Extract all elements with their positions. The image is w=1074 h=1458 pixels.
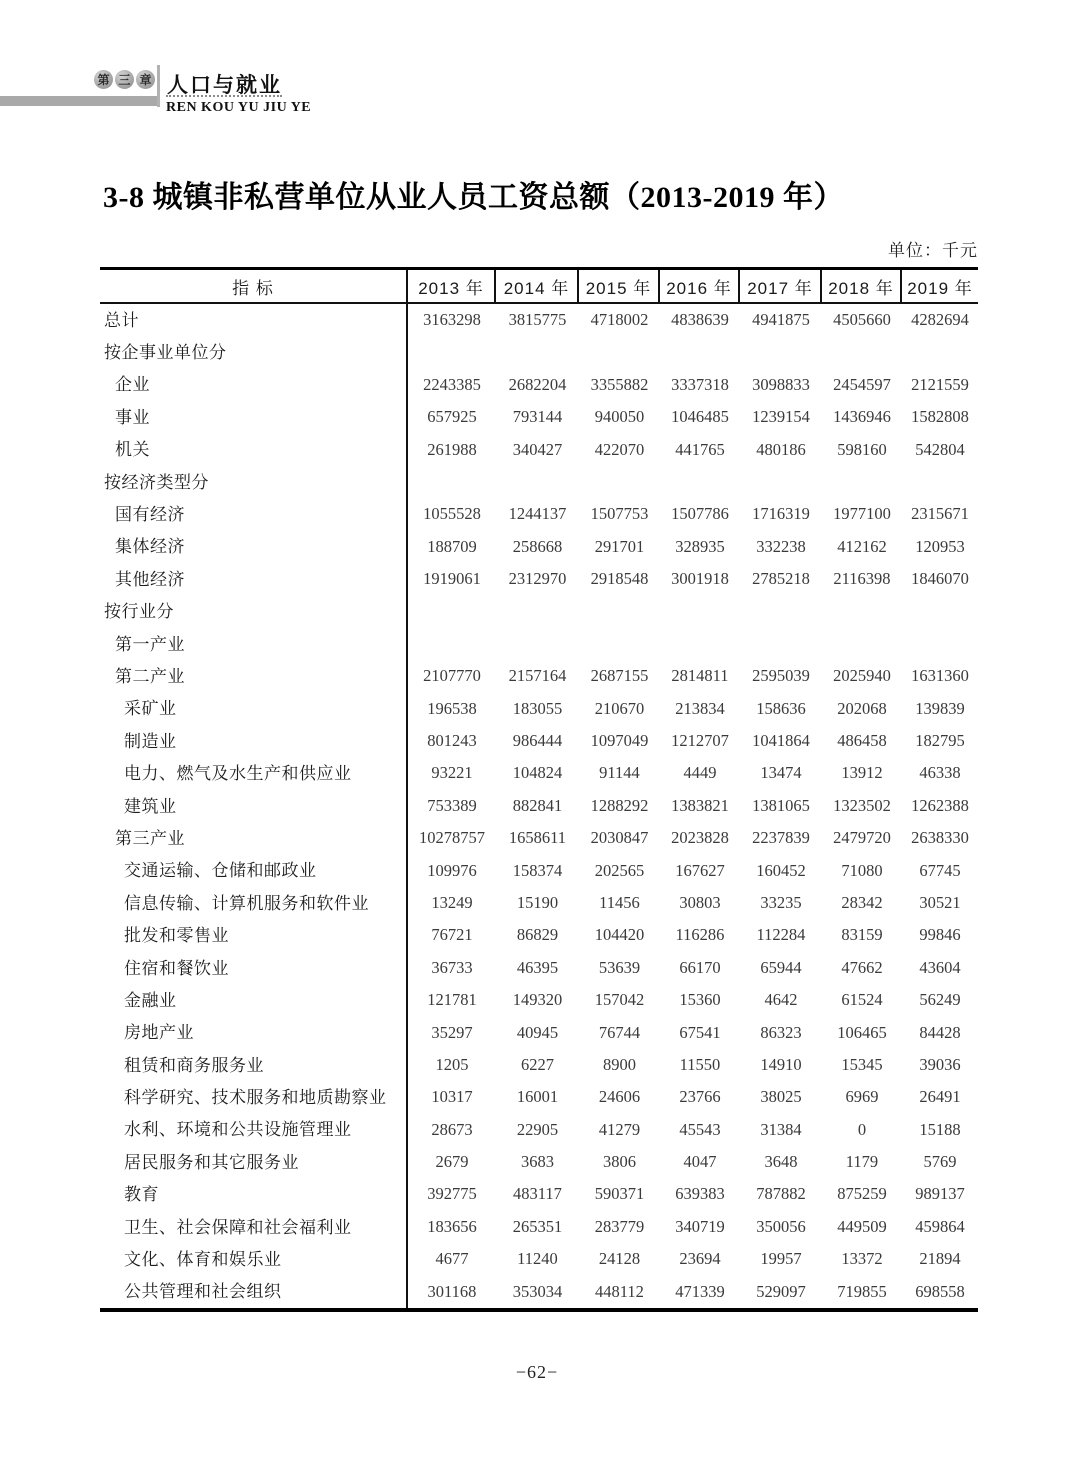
cell-value: 196538 [427,698,477,718]
cell-value: 2237839 [752,828,810,848]
cell-value: 328935 [675,536,725,556]
table-row [100,596,978,628]
cell-value: 30803 [679,892,721,912]
cell-value: 422070 [594,439,645,459]
row-label: 第一产业 [100,628,408,660]
cell-value: 719855 [837,1281,887,1301]
cell-value: 67745 [919,860,961,880]
table-row [100,1211,978,1243]
cell-value: 1323502 [833,795,891,815]
cell-value: 1055528 [423,504,481,524]
cell-value: 36733 [431,957,473,977]
cell-value: 753389 [427,795,477,815]
cell-value: 639383 [675,1184,725,1204]
row-label: 金融业 [100,984,408,1016]
table-row [100,757,978,789]
cell-value: 93221 [431,763,473,783]
cell-value: 2479720 [833,828,891,848]
chapter-badge-coin: 第 [94,70,113,89]
cell-value: 1244137 [508,504,567,524]
cell-value: 13372 [841,1249,883,1269]
cell-value: 4449 [683,763,717,783]
cell-value: 448112 [595,1281,644,1301]
cell-value: 1046485 [671,407,729,427]
chapter-pinyin: REN KOU YU JIU YE [166,100,312,115]
cell-value: 139839 [915,698,965,718]
cell-value: 104420 [594,925,645,945]
cell-value: 1239154 [752,407,810,427]
cell-value: 116286 [675,925,725,945]
cell-value: 158636 [756,698,806,718]
cell-value: 3001918 [671,569,729,589]
table-row [100,984,978,1016]
cell-value: 46395 [516,957,559,977]
page-number: −62− [515,1362,559,1382]
table-body [100,304,978,1308]
cell-value: 1846070 [911,569,969,589]
row-label: 文化、体育和娱乐业 [100,1243,408,1275]
cell-value: 449509 [837,1216,887,1236]
cell-value: 2454597 [833,374,891,394]
cell-value: 22905 [516,1119,559,1139]
cell-value: 47662 [841,957,883,977]
row-label: 科学研究、技术服务和地质勘察业 [100,1081,408,1113]
cell-value: 202565 [594,860,645,880]
cell-value: 28673 [431,1119,473,1139]
cell-value: 2023828 [671,828,729,848]
cell-value: 23766 [679,1087,721,1107]
cell-value: 350056 [756,1216,806,1236]
cell-value: 40945 [516,1022,559,1042]
cell-value: 590371 [594,1184,645,1204]
cell-value: 15345 [841,1054,883,1074]
chapter-badge-coin: 三 [115,70,134,89]
row-label: 公共管理和社会组织 [100,1276,408,1308]
table-row [100,1081,978,1113]
cell-value: 38025 [760,1087,802,1107]
cell-value: 2243385 [423,374,481,394]
cell-value: 109976 [427,860,477,880]
cell-value: 24128 [598,1249,641,1269]
cell-value: 4677 [435,1249,469,1269]
cell-value: 19957 [760,1249,802,1269]
cell-value: 353034 [512,1281,563,1301]
cell-value: 41279 [598,1119,641,1139]
table-row [100,1017,978,1049]
cell-value: 2679 [435,1152,469,1172]
row-label: 采矿业 [100,693,408,725]
table-header-row [100,270,978,304]
cell-value: 53639 [598,957,641,977]
cell-value: 1436946 [833,407,891,427]
row-label: 第三产业 [100,822,408,854]
cell-value: 283779 [594,1216,645,1236]
row-label: 房地产业 [100,1017,408,1049]
cell-value: 412162 [837,536,887,556]
cell-value: 542804 [915,439,965,459]
chapter-title-dotted-rule [166,95,282,97]
cell-value: 1097049 [590,731,649,751]
cell-value: 875259 [837,1184,887,1204]
row-label: 事业 [100,401,408,433]
cell-value: 291701 [594,536,645,556]
cell-value: 66170 [679,957,721,977]
column-header-indicator: 指 标 [100,270,408,302]
cell-value: 33235 [760,892,802,912]
cell-value: 2687155 [590,666,649,686]
cell-value: 11456 [599,892,640,912]
table-row [100,1243,978,1275]
cell-value: 4047 [683,1152,717,1172]
column-header-year: 2014 年 [496,270,579,302]
cell-value: 483117 [513,1184,562,1204]
cell-value: 4718002 [590,309,649,329]
table-row [100,952,978,984]
cell-value: 392775 [427,1184,477,1204]
table-row [100,304,978,336]
cell-value: 61524 [841,990,883,1010]
cell-value: 2814811 [671,666,729,686]
cell-value: 23694 [679,1249,721,1269]
cell-value: 459864 [915,1216,965,1236]
row-label: 卫生、社会保障和社会福利业 [100,1211,408,1243]
cell-value: 3355882 [590,374,649,394]
cell-value: 112284 [756,925,806,945]
row-label: 按经济类型分 [100,466,408,498]
cell-value: 160452 [756,860,806,880]
cell-value: 332238 [756,536,806,556]
cell-value: 2682204 [508,374,567,394]
cell-value: 3806 [603,1152,636,1172]
cell-value: 340719 [675,1216,725,1236]
cell-value: 2785218 [752,569,810,589]
cell-value: 13912 [841,763,883,783]
table-row [100,790,978,822]
cell-value: 10317 [431,1087,473,1107]
cell-value: 31384 [760,1119,802,1139]
cell-value: 104824 [512,763,563,783]
cell-value: 1262388 [911,795,969,815]
column-header-year: 2018 年 [822,270,902,302]
cell-value: 120953 [915,536,965,556]
row-label: 住宿和餐饮业 [100,952,408,984]
cell-value: 91144 [599,763,640,783]
cell-value: 1179 [845,1152,879,1172]
table-row [100,1049,978,1081]
cell-value: 4941875 [752,309,810,329]
cell-value: 106465 [837,1022,887,1042]
cell-value: 301168 [427,1281,477,1301]
cell-value: 2121559 [911,374,969,394]
column-header-year: 2016 年 [660,270,740,302]
cell-value: 86323 [760,1022,802,1042]
cell-value: 4282694 [911,309,969,329]
chapter-header-divider [157,65,160,107]
table-row [100,563,978,595]
cell-value: 45543 [679,1119,721,1139]
cell-value: 0 [857,1119,867,1139]
cell-value: 56249 [919,990,961,1010]
cell-value: 182795 [915,731,965,751]
cell-value: 2025940 [833,666,891,686]
cell-value: 2030847 [590,828,649,848]
cell-value: 2315671 [911,504,969,524]
cell-value: 84428 [919,1022,961,1042]
table-row [100,434,978,466]
row-label: 集体经济 [100,531,408,563]
row-label: 企业 [100,369,408,401]
cell-value: 1205 [435,1054,469,1074]
cell-value: 2595039 [752,666,810,686]
table-row [100,1114,978,1146]
cell-value: 2312970 [508,569,567,589]
table-row [100,1146,978,1178]
table-row [100,531,978,563]
cell-value: 1288292 [590,795,649,815]
cell-value: 67541 [679,1022,721,1042]
cell-value: 24606 [598,1087,641,1107]
cell-value: 265351 [512,1216,563,1236]
row-label: 其他经济 [100,563,408,595]
cell-value: 801243 [427,731,477,751]
cell-value: 480186 [756,439,806,459]
cell-value: 26491 [919,1087,961,1107]
cell-value: 158374 [512,860,563,880]
table-row [100,401,978,433]
unit-note: 单位：千元 [888,241,978,260]
row-label: 电力、燃气及水生产和供应业 [100,757,408,789]
cell-value: 698558 [915,1281,965,1301]
chapter-badge-coin: 章 [136,70,155,89]
cell-value: 183656 [427,1216,477,1236]
cell-value: 2918548 [590,569,649,589]
cell-value: 13249 [431,892,473,912]
chapter-title: 人口与就业 [167,74,282,97]
table-row [100,725,978,757]
row-label: 教育 [100,1179,408,1211]
table-row [100,498,978,530]
cell-value: 13474 [760,763,802,783]
row-label: 总计 [100,304,408,336]
table-row [100,466,978,498]
table-row [100,693,978,725]
cell-value: 30521 [919,892,961,912]
cell-value: 6227 [521,1054,554,1074]
row-label: 第二产业 [100,660,408,692]
cell-value: 71080 [841,860,883,880]
cell-value: 787882 [756,1184,806,1204]
cell-value: 10278757 [419,828,485,848]
table-row [100,660,978,692]
cell-value: 940050 [594,407,645,427]
cell-value: 4505660 [833,309,891,329]
cell-value: 167627 [675,860,725,880]
cell-value: 188709 [427,536,477,556]
table-row [100,628,978,660]
cell-value: 3648 [764,1152,798,1172]
cell-value: 2157164 [508,666,567,686]
cell-value: 1383821 [671,795,729,815]
cell-value: 1381065 [752,795,810,815]
cell-value: 1507786 [671,504,729,524]
cell-value: 46338 [919,763,961,783]
cell-value: 261988 [427,439,477,459]
cell-value: 1212707 [671,731,729,751]
cell-value: 21894 [919,1249,961,1269]
column-header-year: 2019 年 [907,278,973,298]
table-row [100,369,978,401]
table-row [100,1276,978,1308]
cell-value: 15360 [679,990,721,1010]
table-row [100,822,978,854]
table-row [100,336,978,368]
cell-value: 258668 [512,536,563,556]
cell-value: 39036 [919,1054,961,1074]
row-label: 交通运输、仓储和邮政业 [100,855,408,887]
cell-value: 202068 [837,698,887,718]
cell-value: 2116398 [833,569,891,589]
cell-value: 65944 [760,957,802,977]
row-label: 水利、环境和公共设施管理业 [100,1114,408,1146]
cell-value: 1658611 [508,828,567,848]
cell-value: 3163298 [423,309,481,329]
cell-value: 3815775 [508,309,567,329]
cell-value: 86829 [516,925,559,945]
cell-value: 43604 [919,957,961,977]
cell-value: 1716319 [752,504,810,524]
row-label: 按行业分 [100,596,408,628]
cell-value: 76744 [598,1022,641,1042]
row-label: 居民服务和其它服务业 [100,1146,408,1178]
cell-value: 3683 [521,1152,554,1172]
statistics-table [100,267,978,1312]
cell-value: 793144 [512,407,563,427]
row-label: 制造业 [100,725,408,757]
cell-value: 1507753 [590,504,649,524]
cell-value: 3098833 [752,374,810,394]
cell-value: 35297 [431,1022,473,1042]
table-row [100,1179,978,1211]
cell-value: 2638330 [911,828,969,848]
cell-value: 121781 [427,990,477,1010]
cell-value: 1977100 [833,504,891,524]
row-label: 国有经济 [100,498,408,530]
cell-value: 16001 [516,1087,559,1107]
cell-value: 15188 [919,1119,961,1139]
cell-value: 1919061 [423,569,481,589]
table-row [100,855,978,887]
row-label: 批发和零售业 [100,919,408,951]
cell-value: 340427 [512,439,563,459]
cell-value: 3337318 [671,374,729,394]
cell-value: 149320 [512,990,563,1010]
cell-value: 76721 [431,925,473,945]
table-title: 3-8 城镇非私营单位从业人员工资总额（2013-2019 年） [103,181,844,214]
cell-value: 15190 [516,892,559,912]
row-label: 信息传输、计算机服务和软件业 [100,887,408,919]
cell-value: 486458 [837,731,887,751]
column-header-year: 2013 年 [408,270,496,302]
cell-value: 183055 [512,698,563,718]
cell-value: 1041864 [752,731,810,751]
cell-value: 598160 [837,439,887,459]
cell-value: 2107770 [423,666,481,686]
cell-value: 14910 [760,1054,802,1074]
row-label: 租赁和商务服务业 [100,1049,408,1081]
cell-value: 210670 [594,698,645,718]
chapter-badge [94,70,155,89]
table-row [100,919,978,951]
cell-value: 99846 [919,925,961,945]
cell-value: 1582808 [911,407,969,427]
cell-value: 989137 [915,1184,965,1204]
cell-value: 5769 [923,1152,957,1172]
cell-value: 529097 [756,1281,806,1301]
cell-value: 4642 [764,990,798,1010]
cell-value: 4838639 [671,309,729,329]
table-row [100,887,978,919]
cell-value: 213834 [675,698,725,718]
cell-value: 986444 [512,731,563,751]
column-header-year: 2017 年 [740,270,822,302]
row-label: 机关 [100,434,408,466]
row-label: 建筑业 [100,790,408,822]
cell-value: 657925 [427,407,477,427]
cell-value: 441765 [675,439,725,459]
cell-value: 1631360 [911,666,969,686]
cell-value: 8900 [603,1054,636,1074]
column-header-year: 2015 年 [579,270,660,302]
cell-value: 882841 [512,795,563,815]
cell-value: 157042 [594,990,645,1010]
chapter-header-bar [0,96,157,106]
cell-value: 28342 [841,892,883,912]
cell-value: 83159 [841,925,883,945]
cell-value: 11550 [679,1054,721,1074]
cell-value: 471339 [675,1281,725,1301]
row-label: 按企事业单位分 [100,336,408,368]
cell-value: 11240 [517,1249,558,1269]
cell-value: 6969 [845,1087,879,1107]
